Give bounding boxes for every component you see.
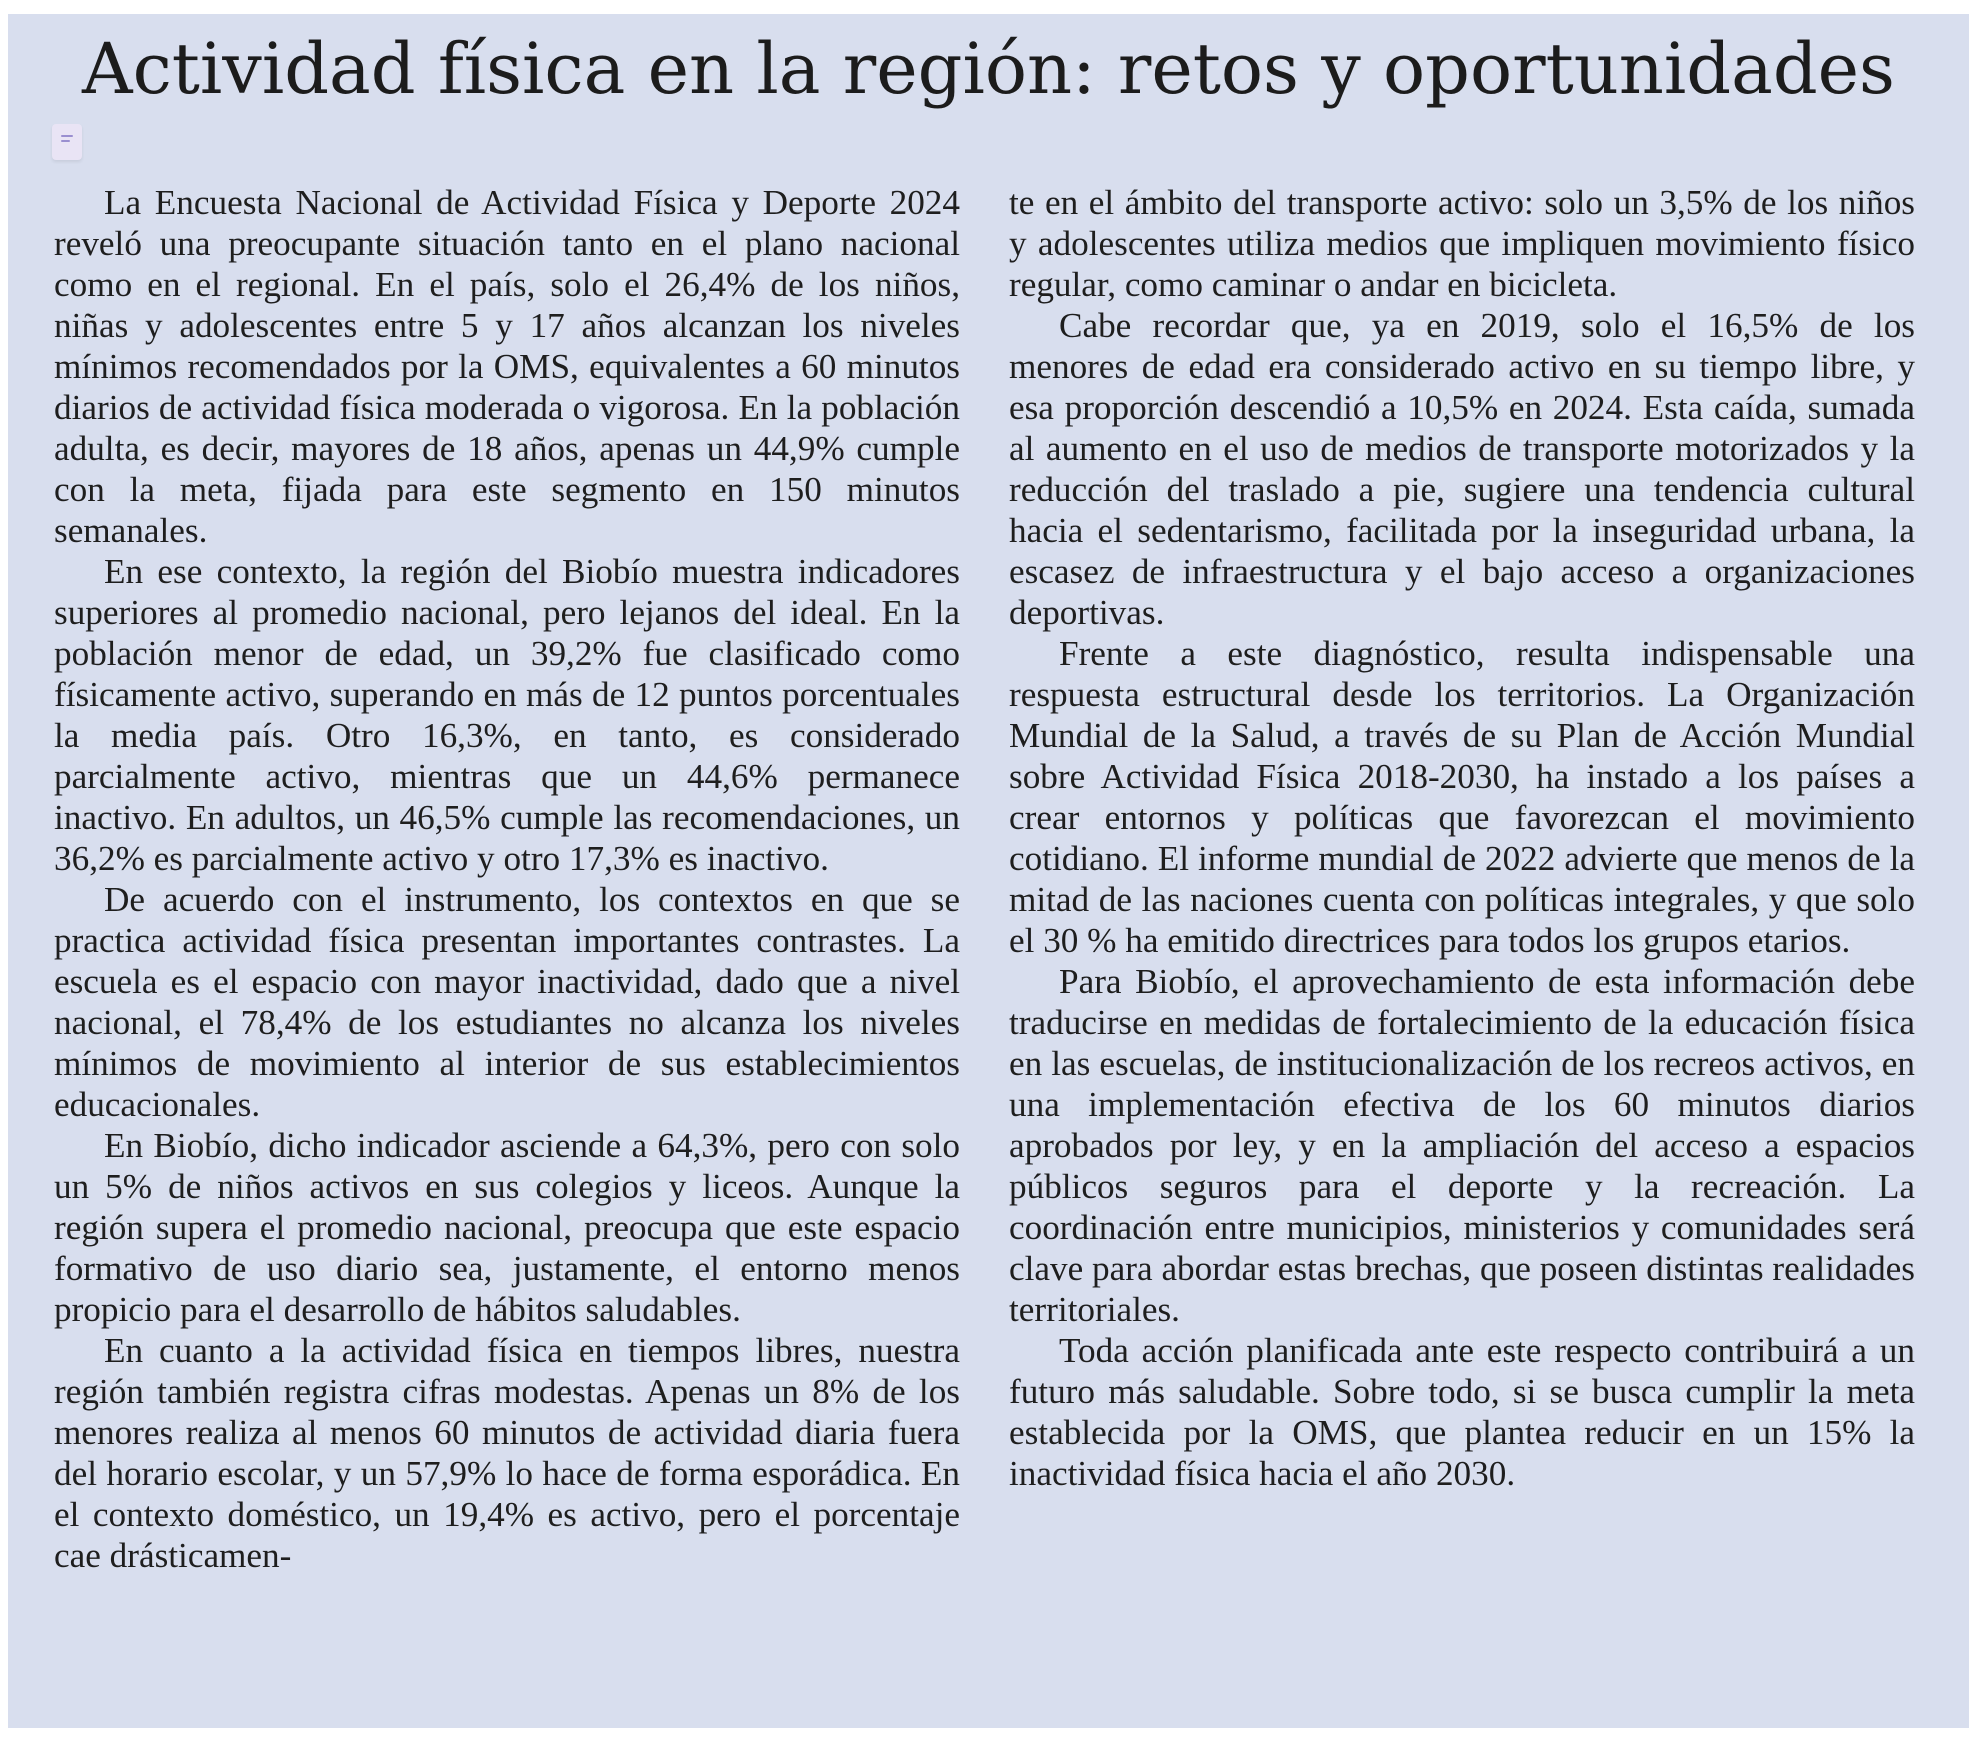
- article-paragraph-continuation: te en el ámbito del transporte activo: solo un 3,5% de los niños y adolescentes utiliza medios que impliquen movimiento físico regular, como caminar o andar en bicicleta.: [1009, 183, 1915, 304]
- article-paragraph: En cuanto a la actividad física en tiempos libres, nuestra región también registra cifras modestas. Apenas un 8% de los menores realiza al menos 60 minutos de actividad diaria fuera del horario escolar, y un 57,9% lo hace de forma esporádica. En el contexto doméstico, un 19,4% es activo, pero el porcentaje cae drásticamen-: [54, 1331, 960, 1575]
- article-title: Actividad física en la región: retos y oportunidades: [82, 28, 1895, 110]
- article-column-right: [1009, 182, 1915, 1494]
- article-paragraph: En ese contexto, la región del Biobío muestra indicadores superiores al promedio nacional, pero lejanos del ideal. En la población menor de edad, un 39,2% fue clasificado como físicamente activo, superando en más de 12 puntos porcentuales la media país. Otro 16,3%, en tanto, es considerado parcialmente activo, mientras que un 44,6% permanece inactivo. En adultos, un 46,5% cumple las recomendaciones, un 36,2% es parcialmente activo y otro 17,3% es inactivo.: [54, 552, 960, 878]
- article-paragraph: Cabe recordar que, ya en 2019, solo el 16,5% de los menores de edad era considerado activo en su tiempo libre, y esa proporción descendió a 10,5% en 2024. Esta caída, sumada al aumento en el uso de medios de transporte motorizados y la reducción del traslado a pie, sugiere una tendencia cultural hacia el sedentarismo, facilitada por la inseguridad urbana, la escasez de infraestructura y el bajo acceso a organizaciones deportivas.: [1009, 306, 1915, 632]
- article-paragraph: Para Biobío, el aprovechamiento de esta información debe traducirse en medidas de fortalecimiento de la educación física en las escuelas, de institucionalización de los recreos activos, en una implementación efectiva de los 60 minutos diarios aprobados por ley, y en la ampliación del acceso a espacios públicos seguros para el deporte y la recreación. La coordinación entre municipios, ministerios y comunidades será clave para abordar estas brechas, que poseen distintas realidades territoriales.: [1009, 962, 1915, 1329]
- article-paragraph: De acuerdo con el instrumento, los contextos en que se practica actividad física presentan importantes contrastes. La escuela es el espacio con mayor inactividad, dado que a nivel nacional, el 78,4% de los estudiantes no alcanza los niveles mínimos de movimiento al interior de sus establecimientos educacionales.: [54, 880, 960, 1124]
- article-paragraph: Frente a este diagnóstico, resulta indispensable una respuesta estructural desde los territorios. La Organización Mundial de la Salud, a través de su Plan de Acción Mundial sobre Actividad Física 2018-2030, ha instado a los países a crear entornos y políticas que favorezcan el movimiento cotidiano. El informe mundial de 2022 advierte que menos de la mitad de las naciones cuenta con políticas integrales, y que solo el 30 % ha emitido directrices para todos los grupos etarios.: [1009, 634, 1915, 960]
- article-paragraph: Toda acción planificada ante este respecto contribuirá a un futuro más saludable. Sobre todo, si se busca cumplir la meta establecida por la OMS, que plantea reducir en un 15% la inactividad física hacia el año 2030.: [1009, 1331, 1915, 1493]
- article-paragraph: La Encuesta Nacional de Actividad Física y Deporte 2024 reveló una preocupante situación tanto en el plano nacional como en el regional. En el país, solo el 26,4% de los niños, niñas y adolescentes entre 5 y 17 años alcanzan los niveles mínimos recomendados por la OMS, equivalentes a 60 minutos diarios de actividad física moderada o vigorosa. En la población adulta, es decir, mayores de 18 años, apenas un 44,9% cumple con la meta, fijada para este segmento en 150 minutos semanales.: [54, 183, 960, 550]
- article-column-left: [54, 182, 960, 1576]
- article-paragraph: En Biobío, dicho indicador asciende a 64,3%, pero con solo un 5% de niños activos en sus colegios y liceos. Aunque la región supera el promedio nacional, preocupa que este espacio formativo de uso diario sea, justamente, el entorno menos propicio para el desarrollo de hábitos saludables.: [54, 1126, 960, 1329]
- notes-icon[interactable]: [52, 124, 82, 160]
